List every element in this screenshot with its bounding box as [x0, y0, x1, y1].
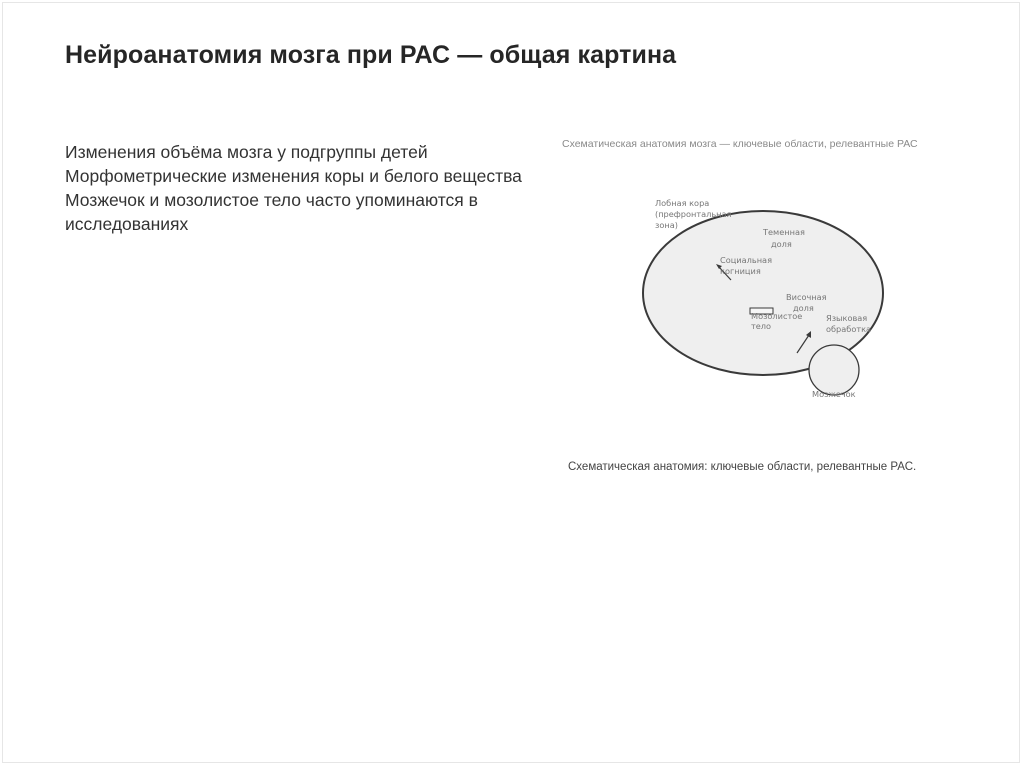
slide-frame [2, 2, 1020, 763]
label-social: Социальная [720, 255, 772, 265]
figure-title: Схематическая анатомия мозга — ключевые области, релевантные РАС [562, 138, 918, 150]
label-language: обработка [826, 324, 872, 334]
cerebellum-circle [809, 345, 859, 395]
label-parietal: Теменная [763, 227, 805, 237]
label-language: Языковая [826, 313, 868, 323]
brain-diagram [623, 188, 903, 418]
label-cerebellum: Мозжечок [812, 389, 856, 399]
label-frontal: (префронтальная [655, 209, 732, 219]
label-temporal: Височная [786, 292, 827, 302]
bullet-item: Изменения объёма мозга у подгруппы детей [65, 142, 428, 162]
label-social: когниция [720, 266, 761, 276]
label-frontal: Лобная кора [655, 198, 710, 208]
slide-title: Нейроанатомия мозга при РАС — общая картина [65, 41, 677, 69]
label-temporal: доля [793, 303, 814, 313]
bullet-item: Морфометрические изменения коры и белого вещества [65, 166, 522, 186]
bullet-item: Мозжечок и мозолистое тело часто упоминаются в исследованиях [65, 190, 478, 234]
label-corpus-callosum: Мозолистое [751, 311, 803, 321]
label-parietal: доля [771, 239, 792, 249]
figure-caption: Схематическая анатомия: ключевые области, релевантные РАС. [568, 461, 917, 473]
bullet-list [65, 140, 525, 236]
label-corpus-callosum: тело [751, 321, 772, 331]
label-frontal: зона) [655, 220, 678, 230]
